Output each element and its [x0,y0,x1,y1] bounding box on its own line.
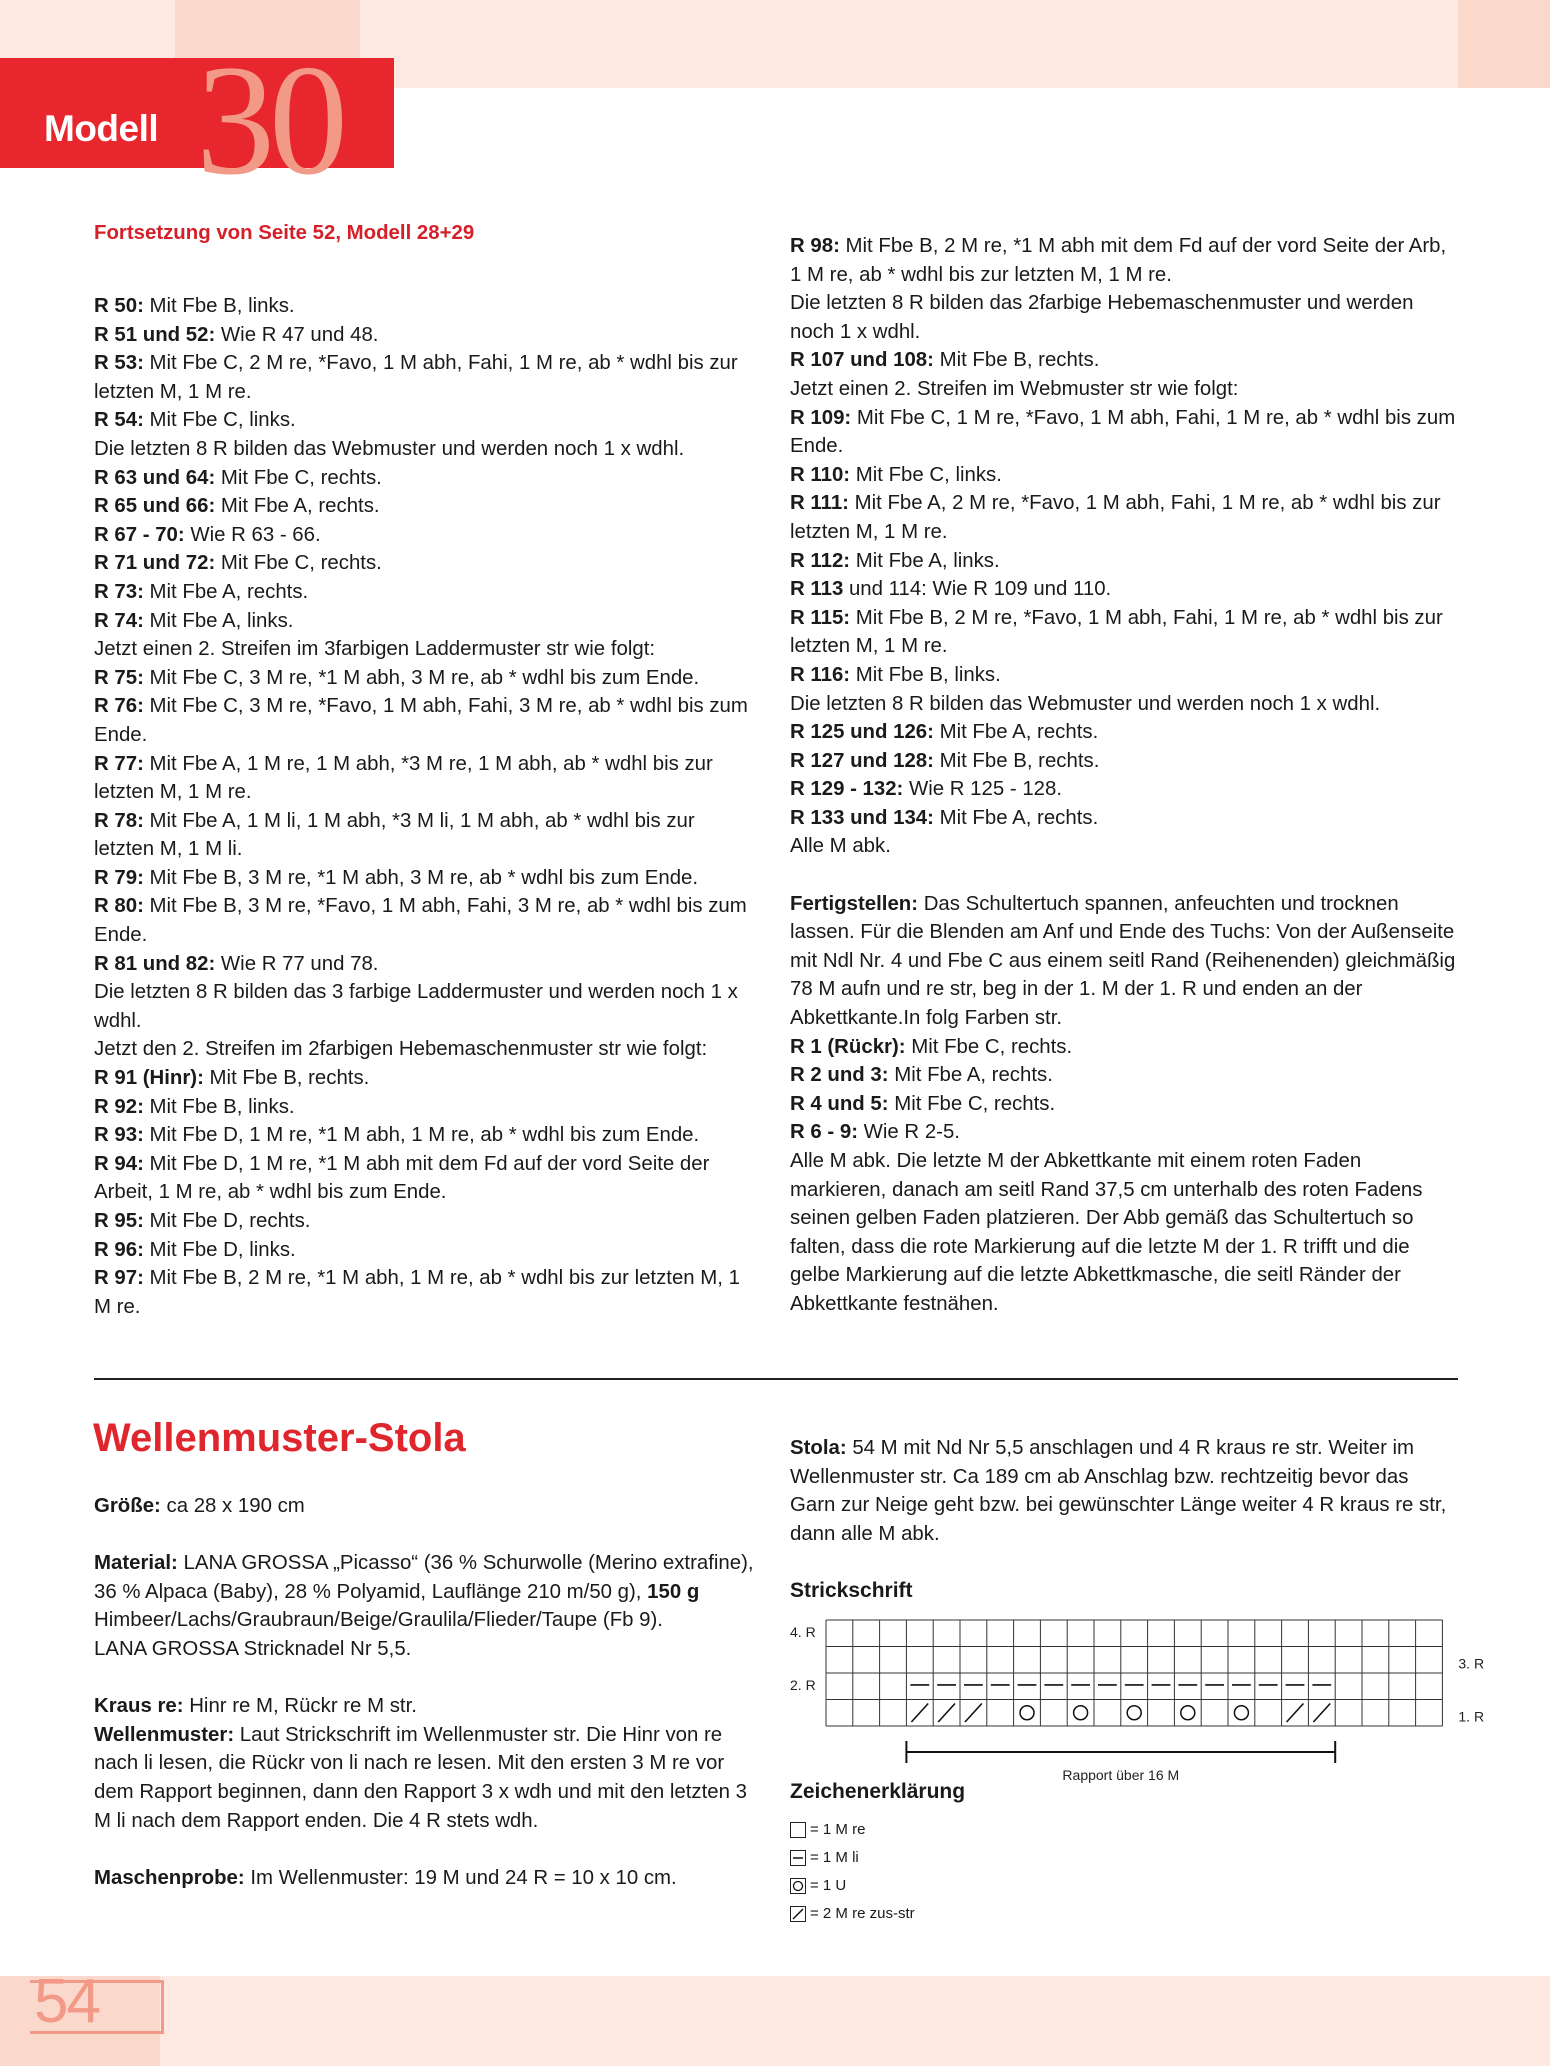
instruction-line [94,578,760,607]
instruction-line [94,349,760,406]
legend-label: = 1 M li [810,1849,859,1866]
instruction-text: Jetzt einen 2. Streifen im Webmuster str wie folgt: [790,377,1239,400]
instruction-line [94,978,760,1035]
instruction-line [790,346,1458,375]
instruction-text: Wie R 63 - 66. [184,523,321,546]
instruction-text: Mit Fbe A, rechts. [143,580,309,603]
circle-symbol-icon [790,1878,806,1894]
instruction-text: Mit Fbe C, links. [850,463,1002,486]
instruction-line [94,406,760,435]
instruction-line [94,1064,760,1093]
detail-text: LANA GROSSA Stricknadel Nr 5,5. [94,1637,412,1660]
instruction-text: Mit Fbe B, links. [143,1095,295,1118]
detail-text: Hinr re M, Rückr re M str. [183,1695,417,1718]
chart-row-label: 2. R [790,1677,816,1693]
instruction-text: Mit Fbe C, 3 M re, *1 M abh, 3 M re, ab * wdhl bis zum Ende. [143,666,700,689]
instruction-line [790,1061,1458,1090]
instruction-text: Die letzten 8 R bilden das Webmuster und werden noch 1 x wdhl. [94,437,685,460]
instruction-line [790,747,1458,776]
section-divider [94,1378,1458,1380]
row-label: R 97: [94,1267,144,1290]
instruction-text: Wie R 125 - 128. [903,778,1063,801]
row-label: R 76: [94,695,144,718]
instruction-line [790,690,1458,719]
row-label: R 71 und 72: [94,552,216,575]
detail-paragraph [94,1721,760,1835]
instruction-line [790,232,1458,289]
instruction-line [790,375,1458,404]
row-label: R 79: [94,866,144,889]
instruction-text: Die letzten 8 R bilden das 3 farbige Laddermuster und werden noch 1 x wdhl. [94,981,738,1032]
instruction-line [94,1035,760,1064]
instruction-text: Mit Fbe C, 2 M re, *Favo, 1 M abh, Fahi, 1 M re, ab * wdhl bis zur letzten M, 1 M re. [94,352,738,403]
row-label: R 111: [790,492,849,515]
row-label: R 67 - 70: [94,523,185,546]
row-label: R 54: [94,409,144,432]
row-label: R 63 und 64: [94,466,216,489]
row-label: R 65 und 66: [94,495,216,518]
detail-text: Himbeer/Lachs/Graubraun/Beige/Graulila/Flieder/Taupe (Fb 9). [94,1609,663,1632]
instruction-text: Mit Fbe A, 1 M re, 1 M abh, *3 M re, 1 M abh, ab * wdhl bis zur letzten M, 1 M re. [94,752,713,804]
bottom-color-band [0,1976,1550,2066]
k2tog-symbol [1287,1704,1304,1723]
instruction-line [94,692,760,749]
instruction-text: Mit Fbe A, 2 M re, *Favo, 1 M abh, Fahi, 1 M re, ab * wdhl bis zur letzten M, 1 M re. [790,492,1441,543]
stola-details-column [94,1492,760,1892]
row-label: R 53: [94,352,144,375]
instruction-line [94,435,760,464]
modell-number: 30 [196,33,342,208]
instruction-text: Mit Fbe B, 3 M re, *1 M abh, 3 M re, ab * wdhl bis zum Ende. [143,866,699,889]
instruction-text: Wie R 77 und 78. [215,952,379,975]
legend-item [790,1872,915,1900]
detail-paragraph [94,1492,760,1521]
detail-label: Wellenmuster: [94,1723,235,1746]
legend-label: = 1 U [810,1877,847,1894]
instruction-line [790,718,1458,747]
instruction-line [94,664,760,693]
chart-row-label: 1. R [1458,1708,1485,1725]
legend-label: = 2 M re zus-str [810,1905,915,1922]
row-label: R 116: [790,663,851,686]
instruction-text: Mit Fbe B, 3 M re, *Favo, 1 M abh, Fahi, 3 M re, ab * wdhl bis zum Ende. [94,895,747,947]
yarn-over-symbol [1074,1706,1088,1720]
instruction-line [790,489,1458,546]
stola-text: 54 M mit Nd Nr 5,5 anschlagen und 4 R kraus re str. Weiter im Wellenmuster str. Ca 189 cm ab Anschlag bzw. rechtzeitig bevor das Garn zur Neige geht bzw. bei gewünschter Länge weiter 4 R kraus re str, dann alle M abk. [790,1437,1447,1545]
instruction-text: Mit Fbe C, 1 M re, *Favo, 1 M abh, Fahi, 1 M re, ab * wdhl bis zum Ende. [790,406,1456,458]
row-label: R 74: [94,609,144,632]
instruction-line [790,661,1458,690]
instruction-text: Wie R 2-5. [857,1121,960,1144]
row-label: R 127 und 128: [790,749,934,772]
instruction-line [94,1264,760,1321]
detail-paragraph [94,1549,760,1635]
instruction-text: Das Schultertuch spannen, anfeuchten und trocknen lassen. Für die Blenden am Anf und Ende des Tuchs: Von der Außenseite mit Ndl Nr. 4 und Fbe C aus einem seitl Rand (Reihenenden) gleichmäßig 78 M aufn und re str, beg in der 1. M der 1. R und enden an der Abkettkante.In folg Farben str. [790,892,1456,1030]
instruction-text: Jetzt den 2. Streifen im 2farbigen Hebemaschenmuster str wie folgt: [94,1038,708,1061]
instruction-line [94,864,760,893]
instruction-line [94,1093,760,1122]
row-label: R 93: [94,1124,144,1147]
row-label: R 125 und 126: [790,721,934,744]
row-label: R 6 - 9: [790,1121,858,1144]
detail-paragraph [94,1864,760,1893]
instruction-line [94,635,760,664]
row-label: R 4 und 5: [790,1092,889,1115]
paragraph-gap [94,1521,760,1550]
instruction-line [94,464,760,493]
instruction-line [790,890,1458,1033]
instruction-text: Wie R 47 und 48. [215,323,379,346]
instruction-text: Mit Fbe A, rechts. [933,721,1099,744]
instruction-text: Mit Fbe C, rechts. [215,466,382,489]
detail-text: Im Wellenmuster: 19 M und 24 R = 10 x 10 cm. [244,1866,677,1889]
row-label: R 98: [790,235,840,257]
instruction-line [94,292,760,321]
instruction-text: Mit Fbe B, rechts. [203,1067,370,1090]
instruction-text: Mit Fbe B, links. [850,663,1001,686]
row-label: R 80: [94,895,144,918]
instruction-line [790,404,1458,461]
instruction-text: Mit Fbe B, 2 M re, *1 M abh, 1 M re, ab * wdhl bis zur letzten M, 1 M re. [94,1267,740,1318]
row-label: R 77: [94,752,144,775]
instruction-text: Mit Fbe D, links. [143,1238,296,1261]
instruction-line [790,775,1458,804]
row-label: R 91 (Hinr): [94,1067,204,1090]
k2tog-symbol [1313,1704,1330,1723]
instruction-text: Mit Fbe B, links. [143,295,295,317]
instruction-line [790,1033,1458,1062]
row-label: R 94: [94,1152,144,1175]
instructions-right-column [790,232,1458,1319]
instruction-text: Mit Fbe A, links. [143,609,294,632]
instruction-line [790,461,1458,490]
row-label: R 92: [94,1095,144,1118]
continuation-heading: Fortsetzung von Seite 52, Modell 28+29 [94,222,475,244]
paragraph-gap [790,861,1458,890]
instruction-text: Mit Fbe C, 3 M re, *Favo, 1 M abh, Fahi, 3 M re, ab * wdhl bis zum Ende. [94,695,748,746]
row-label: R 51 und 52: [94,323,216,346]
legend-item [790,1816,915,1844]
row-label: R 129 - 132: [790,778,904,801]
chart-row-label: 3. R [1458,1655,1485,1672]
instruction-line [94,892,760,949]
instruction-text: Mit Fbe A, rechts. [933,806,1099,829]
k2tog-symbol [965,1704,982,1723]
instruction-text: Mit Fbe B, 2 M re, *1 M abh mit dem Fd auf der vord Seite der Arb, 1 M re, ab * wdhl bis zur letzten M, 1 M re. [790,235,1447,286]
row-label: R 112: [790,549,851,572]
instruction-text: Mit Fbe D, 1 M re, *1 M abh mit dem Fd auf der vord Seite der Arbeit, 1 M re, ab * wdhl bis zum Ende. [94,1152,710,1204]
instruction-line [790,604,1458,661]
row-label: R 2 und 3: [790,1064,889,1087]
modell-label: Modell [44,108,159,149]
legend-item [790,1844,915,1872]
instruction-line [94,950,760,979]
instruction-text: Alle M abk. [790,835,891,858]
instruction-text: Jetzt einen 2. Streifen im 3farbigen Laddermuster str wie folgt: [94,638,656,661]
detail-label: Größe: [94,1495,161,1517]
instruction-line [790,1147,1458,1319]
instruction-text: Mit Fbe B, rechts. [933,349,1100,372]
instruction-line [94,321,760,350]
chart-row-label: 4. R [790,1624,816,1640]
row-label: R 78: [94,809,144,832]
yarn-over-symbol [1020,1706,1034,1720]
instruction-text: Alle M abk. Die letzte M der Abkettkante mit einem roten Faden markieren, danach am seitl Rand 37,5 cm unterhalb des roten Fadens seinen gelben Faden platzieren. Der Abb gemäß das Schultertuch so falten, dass die rote Markierung auf die letzte M der 1. R trifft und die gelbe Markierung auf die letzte Abkettkmasche, die seitl Ränder der Abkettkante festnähen. [790,1150,1423,1315]
paragraph-gap [94,1835,760,1864]
row-label: R 73: [94,580,144,603]
instruction-text: Mit Fbe C, rechts. [905,1035,1073,1058]
instruction-line [790,832,1458,861]
instruction-line [790,547,1458,576]
instruction-text: Mit Fbe A, links. [850,549,1000,572]
instruction-text: Mit Fbe D, 1 M re, *1 M abh, 1 M re, ab * wdhl bis zum Ende. [143,1124,700,1147]
instruction-line [94,549,760,578]
instruction-line [94,492,760,521]
instruction-text: und 114: Wie R 109 und 110. [843,578,1112,601]
slash-symbol-icon [790,1906,806,1922]
detail-text: Laut Strickschrift im Wellenmuster str. Die Hinr von re nach li lesen, die Rückr von li nach re lesen. Mit den ersten 3 M re vor dem Rapport beginnen, dann den Rapport 3 x wdh und mit den letzten 3 M li nach dem Rapport enden. Die 4 R stets wdh. [94,1723,747,1832]
instruction-line [94,607,760,636]
rapport-label: Rapport über 16 M [1062,1767,1180,1783]
paragraph-gap [94,1664,760,1693]
detail-text: ca 28 x 190 cm [160,1495,305,1517]
yarn-over-symbol [1127,1706,1141,1720]
instruction-line [94,1236,760,1265]
detail-text: LANA GROSSA „Picasso“ (36 % Schurwolle (Merino extrafine), 36 % Alpaca (Baby), 28 % Polyamid, Lauflänge 210 m/50 g), [94,1552,754,1603]
detail-paragraph [94,1635,760,1664]
top-color-block-right [1458,0,1550,88]
yarn-over-symbol [1181,1706,1195,1720]
row-label: R 1 (Rückr): [790,1035,906,1058]
row-label: R 50: [94,295,144,317]
row-label: R 75: [94,666,144,689]
instruction-text: Mit Fbe C, rechts. [215,552,382,575]
instruction-text: Mit Fbe C, links. [143,409,296,432]
stola-title: Wellenmuster-Stola [93,1416,466,1460]
instruction-text: Mit Fbe A, 1 M li, 1 M abh, *3 M li, 1 M abh, ab * wdhl bis zur letzten M, 1 M li. [94,809,695,861]
instructions-left-column [94,292,760,1321]
instruction-text: Die letzten 8 R bilden das Webmuster und werden noch 1 x wdhl. [790,692,1381,715]
instruction-line [790,575,1458,604]
row-label: R 133 und 134: [790,806,934,829]
dash-symbol-icon [790,1850,806,1866]
instruction-line [94,1150,760,1207]
stola-label: Stola: [790,1437,847,1459]
instruction-text: Mit Fbe A, rechts. [215,495,380,518]
instruction-text: Mit Fbe B, rechts. [933,749,1100,772]
instruction-line [790,1118,1458,1147]
row-label: R 109: [790,406,852,429]
row-label: R 81 und 82: [94,952,216,975]
page-number: 54 [34,1967,99,2036]
instruction-line [94,1207,760,1236]
row-label: R 95: [94,1210,144,1232]
instruction-text: Mit Fbe D, rechts. [143,1210,311,1232]
instruction-text: Die letzten 8 R bilden das 2farbige Hebemaschenmuster und werden noch 1 x wdhl. [790,292,1414,343]
instruction-line [94,521,760,550]
instruction-line [790,289,1458,346]
instruction-text: Mit Fbe C, rechts. [888,1092,1056,1115]
legend-heading: Zeichenerklärung [790,1780,966,1803]
legend-label: = 1 M re [810,1821,866,1838]
detail-label: Material: [94,1552,178,1575]
instruction-text: Mit Fbe B, 2 M re, *Favo, 1 M abh, Fahi, 1 M re, ab * wdhl bis zur letzten M, 1 M re. [790,606,1443,658]
knitting-chart [790,1612,1485,1783]
empty-symbol-icon [790,1822,806,1838]
row-label: R 113 [790,578,844,601]
k2tog-symbol [911,1704,928,1723]
legend-item [790,1900,915,1928]
yarn-over-symbol [1234,1706,1248,1720]
row-label: R 96: [94,1238,144,1261]
k2tog-symbol [938,1704,955,1723]
detail-label: Maschenprobe: [94,1866,245,1889]
row-label: Fertigstellen: [790,892,919,915]
row-label: R 110: [790,463,851,486]
instruction-text: Mit Fbe A, rechts. [888,1064,1053,1087]
detail-label: Kraus re: [94,1695,184,1718]
instruction-line [790,1090,1458,1119]
chart-heading: Strickschrift [790,1578,913,1602]
instruction-line [790,804,1458,833]
detail-label: 150 g [647,1580,700,1603]
detail-paragraph [94,1692,760,1721]
stola-instructions-column [790,1434,1458,1606]
instruction-line [94,750,760,807]
instruction-line [94,807,760,864]
row-label: R 115: [790,606,851,629]
row-label: R 107 und 108: [790,349,934,372]
instruction-line [94,1121,760,1150]
symbol-legend [790,1816,915,1928]
